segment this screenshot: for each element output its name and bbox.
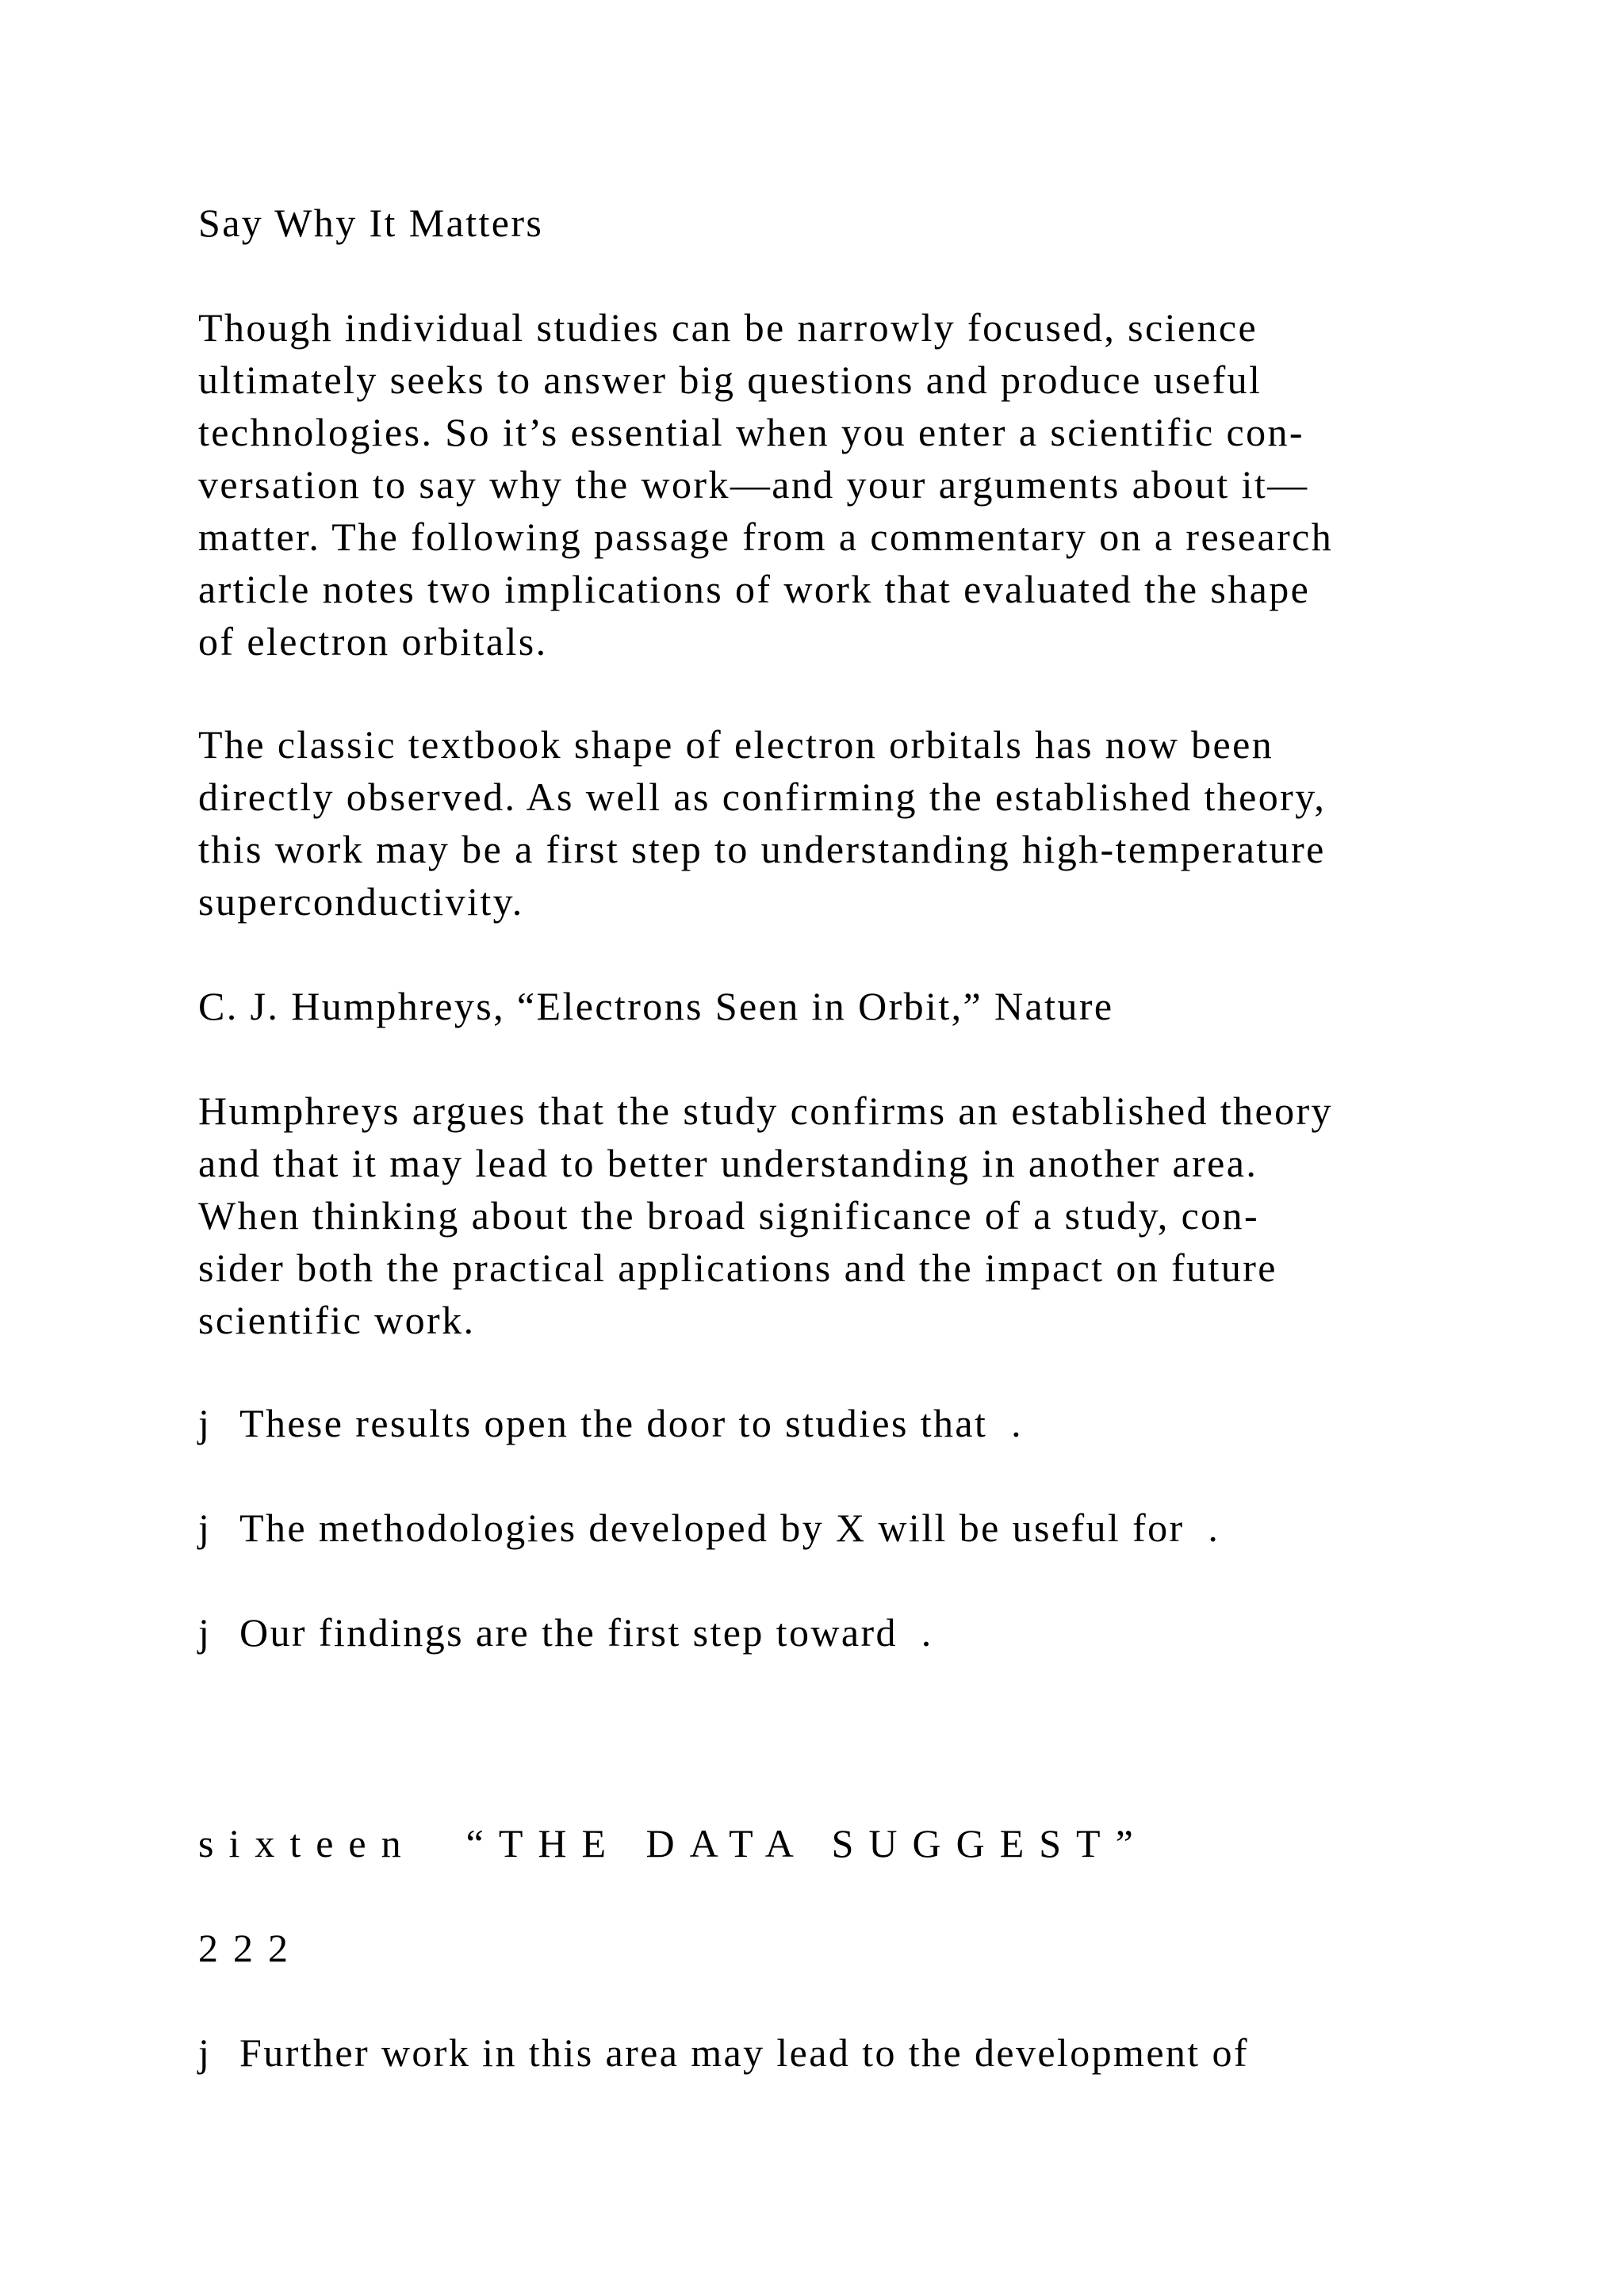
- intro-line: ultimately seeks to answer big questions and produce useful: [198, 358, 1262, 402]
- commentary-line: When thinking about the broad significance of a study, con-: [198, 1193, 1260, 1238]
- quote-line: superconductivity.: [198, 879, 524, 924]
- intro-paragraph: [198, 301, 1546, 668]
- template-item: [198, 1502, 1220, 1554]
- template-item: [198, 1606, 933, 1659]
- template-text: Further work in this area may lead to the development of: [239, 2030, 1249, 2075]
- quote-line: directly observed. As well as confirming the established theory,: [198, 775, 1327, 819]
- template-text: Our findings are the first step toward .: [239, 1610, 933, 1655]
- template-item: [198, 2026, 1249, 2079]
- bullet-mark: j: [198, 1506, 212, 1550]
- quote-paragraph: [198, 718, 1546, 928]
- intro-line: article notes two implications of work that evaluated the shape: [198, 567, 1311, 611]
- quote-line: The classic textbook shape of electron orbitals has now been: [198, 722, 1274, 767]
- intro-line: Though individual studies can be narrowly focused, science: [198, 305, 1258, 350]
- template-item: [198, 1397, 1023, 1449]
- running-head: sixteen “THE DATA SUGGEST”: [198, 1821, 1148, 1866]
- bullet-mark: j: [198, 2030, 212, 2075]
- intro-line: matter. The following passage from a commentary on a research: [198, 515, 1334, 559]
- template-text: These results open the door to studies that .: [239, 1401, 1024, 1445]
- commentary-paragraph: [198, 1085, 1546, 1346]
- page-number: 222: [198, 1926, 303, 1970]
- bullet-mark: j: [198, 1610, 212, 1655]
- intro-line: versation to say why the work—and your arguments about it—: [198, 462, 1309, 507]
- template-text: The methodologies developed by X will be useful for .: [239, 1506, 1220, 1550]
- quote-citation: C. J. Humphreys, “Electrons Seen in Orbit,” Nature: [198, 984, 1114, 1028]
- commentary-line: and that it may lead to better understanding in another area.: [198, 1141, 1258, 1185]
- commentary-line: Humphreys argues that the study confirms an established theory: [198, 1089, 1333, 1133]
- intro-line: of electron orbitals.: [198, 619, 548, 664]
- bullet-mark: j: [198, 1401, 212, 1445]
- commentary-line: sider both the practical applications and the impact on future: [198, 1246, 1277, 1290]
- intro-line: technologies. So it’s essential when you enter a scientific con-: [198, 410, 1304, 454]
- commentary-line: scientific work.: [198, 1298, 476, 1342]
- section-heading: Say Why It Matters: [198, 201, 544, 245]
- quote-line: this work may be a first step to understanding high-temperature: [198, 827, 1326, 871]
